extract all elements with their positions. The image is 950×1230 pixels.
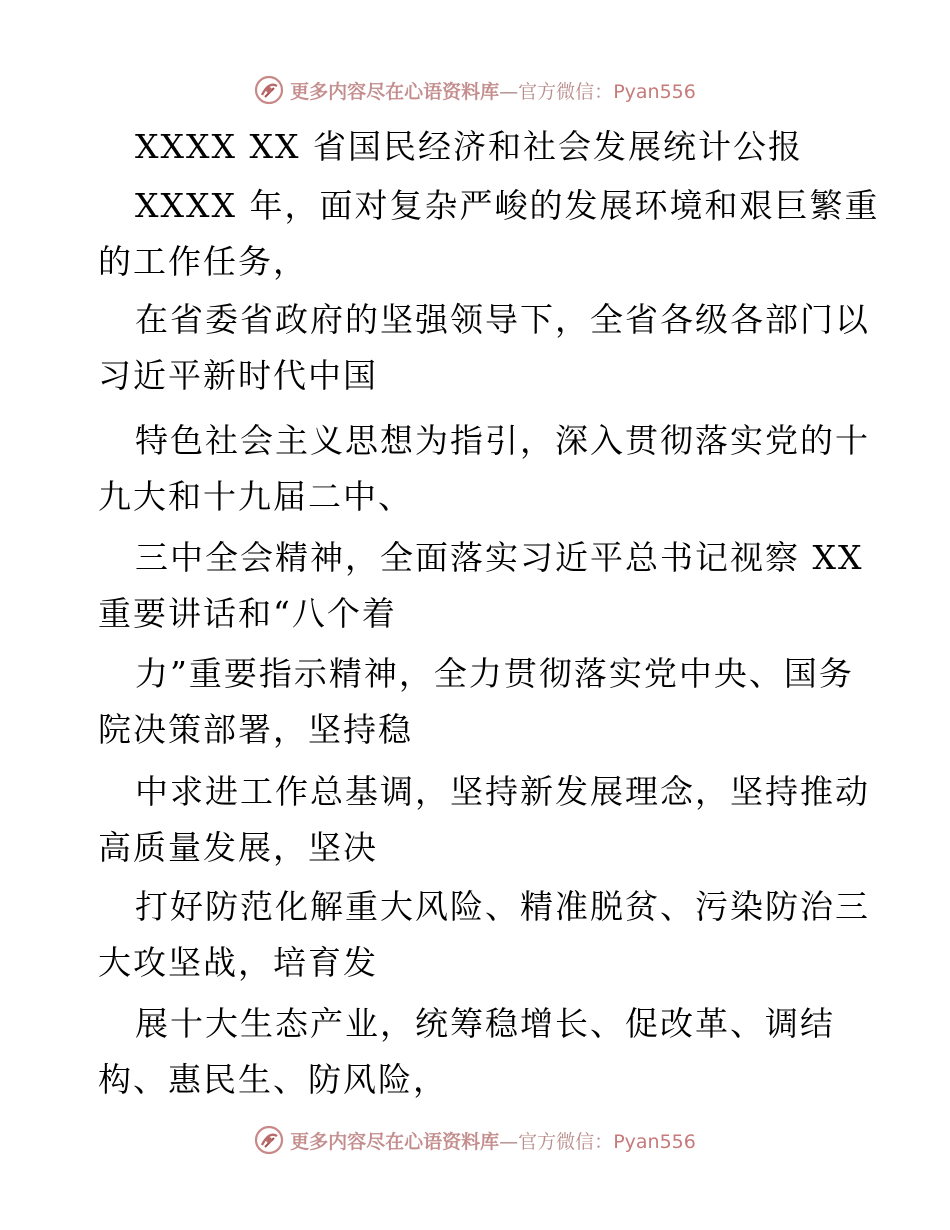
watermark-handle: Pyan556 bbox=[613, 80, 696, 103]
watermark-text bbox=[290, 1127, 696, 1154]
text-line: 重要讲话和“八个着 bbox=[98, 594, 397, 633]
text-line: 三中全会精神，全面落实习近平总书记视察 XX bbox=[135, 538, 864, 577]
text-line: 构、惠民生、防风险， bbox=[98, 1060, 448, 1099]
watermark-brand: 更多内容尽在心语资料库 bbox=[290, 1130, 500, 1153]
document-title: XXXX XX 省国民经济和社会发展统计公报 bbox=[135, 127, 803, 166]
text-line: 在省委省政府的坚强领导下，全省各级各部门以 bbox=[135, 300, 870, 339]
text-line: 习近平新时代中国 bbox=[98, 356, 378, 395]
text-line: 中求进工作总基调，坚持新发展理念，坚持推动 bbox=[135, 772, 870, 811]
text-line: 大攻坚战，培育发 bbox=[98, 943, 378, 982]
seal-logo-icon bbox=[254, 1125, 284, 1155]
text-line: 九大和十九届二中、 bbox=[98, 477, 413, 516]
watermark-wechat-label: 官方微信： bbox=[518, 80, 614, 103]
watermark-handle: Pyan556 bbox=[613, 1130, 696, 1153]
watermark-wechat-label: 官方微信： bbox=[518, 1130, 614, 1153]
text-line: 打好防范化解重大风险、精准脱贫、污染防治三 bbox=[135, 887, 870, 926]
watermark-separator: — bbox=[499, 80, 519, 103]
text-line: 特色社会主义思想为指引，深入贯彻落实党的十 bbox=[135, 421, 870, 460]
footer-watermark bbox=[0, 1120, 950, 1160]
watermark-separator: — bbox=[499, 1130, 519, 1153]
text-line: 展十大生态产业，统筹稳增长、促改革、调结 bbox=[135, 1004, 835, 1043]
text-line: XXXX 年，面对复杂严峻的发展环境和艰巨繁重 bbox=[135, 186, 880, 225]
text-line: 力”重要指示精神，全力贯彻落实党中央、国务 bbox=[135, 654, 854, 693]
text-line: 院决策部署，坚持稳 bbox=[98, 710, 413, 749]
text-line: 的工作任务， bbox=[98, 242, 308, 281]
watermark-brand: 更多内容尽在心语资料库 bbox=[290, 80, 500, 103]
text-line: 高质量发展，坚决 bbox=[98, 828, 378, 867]
